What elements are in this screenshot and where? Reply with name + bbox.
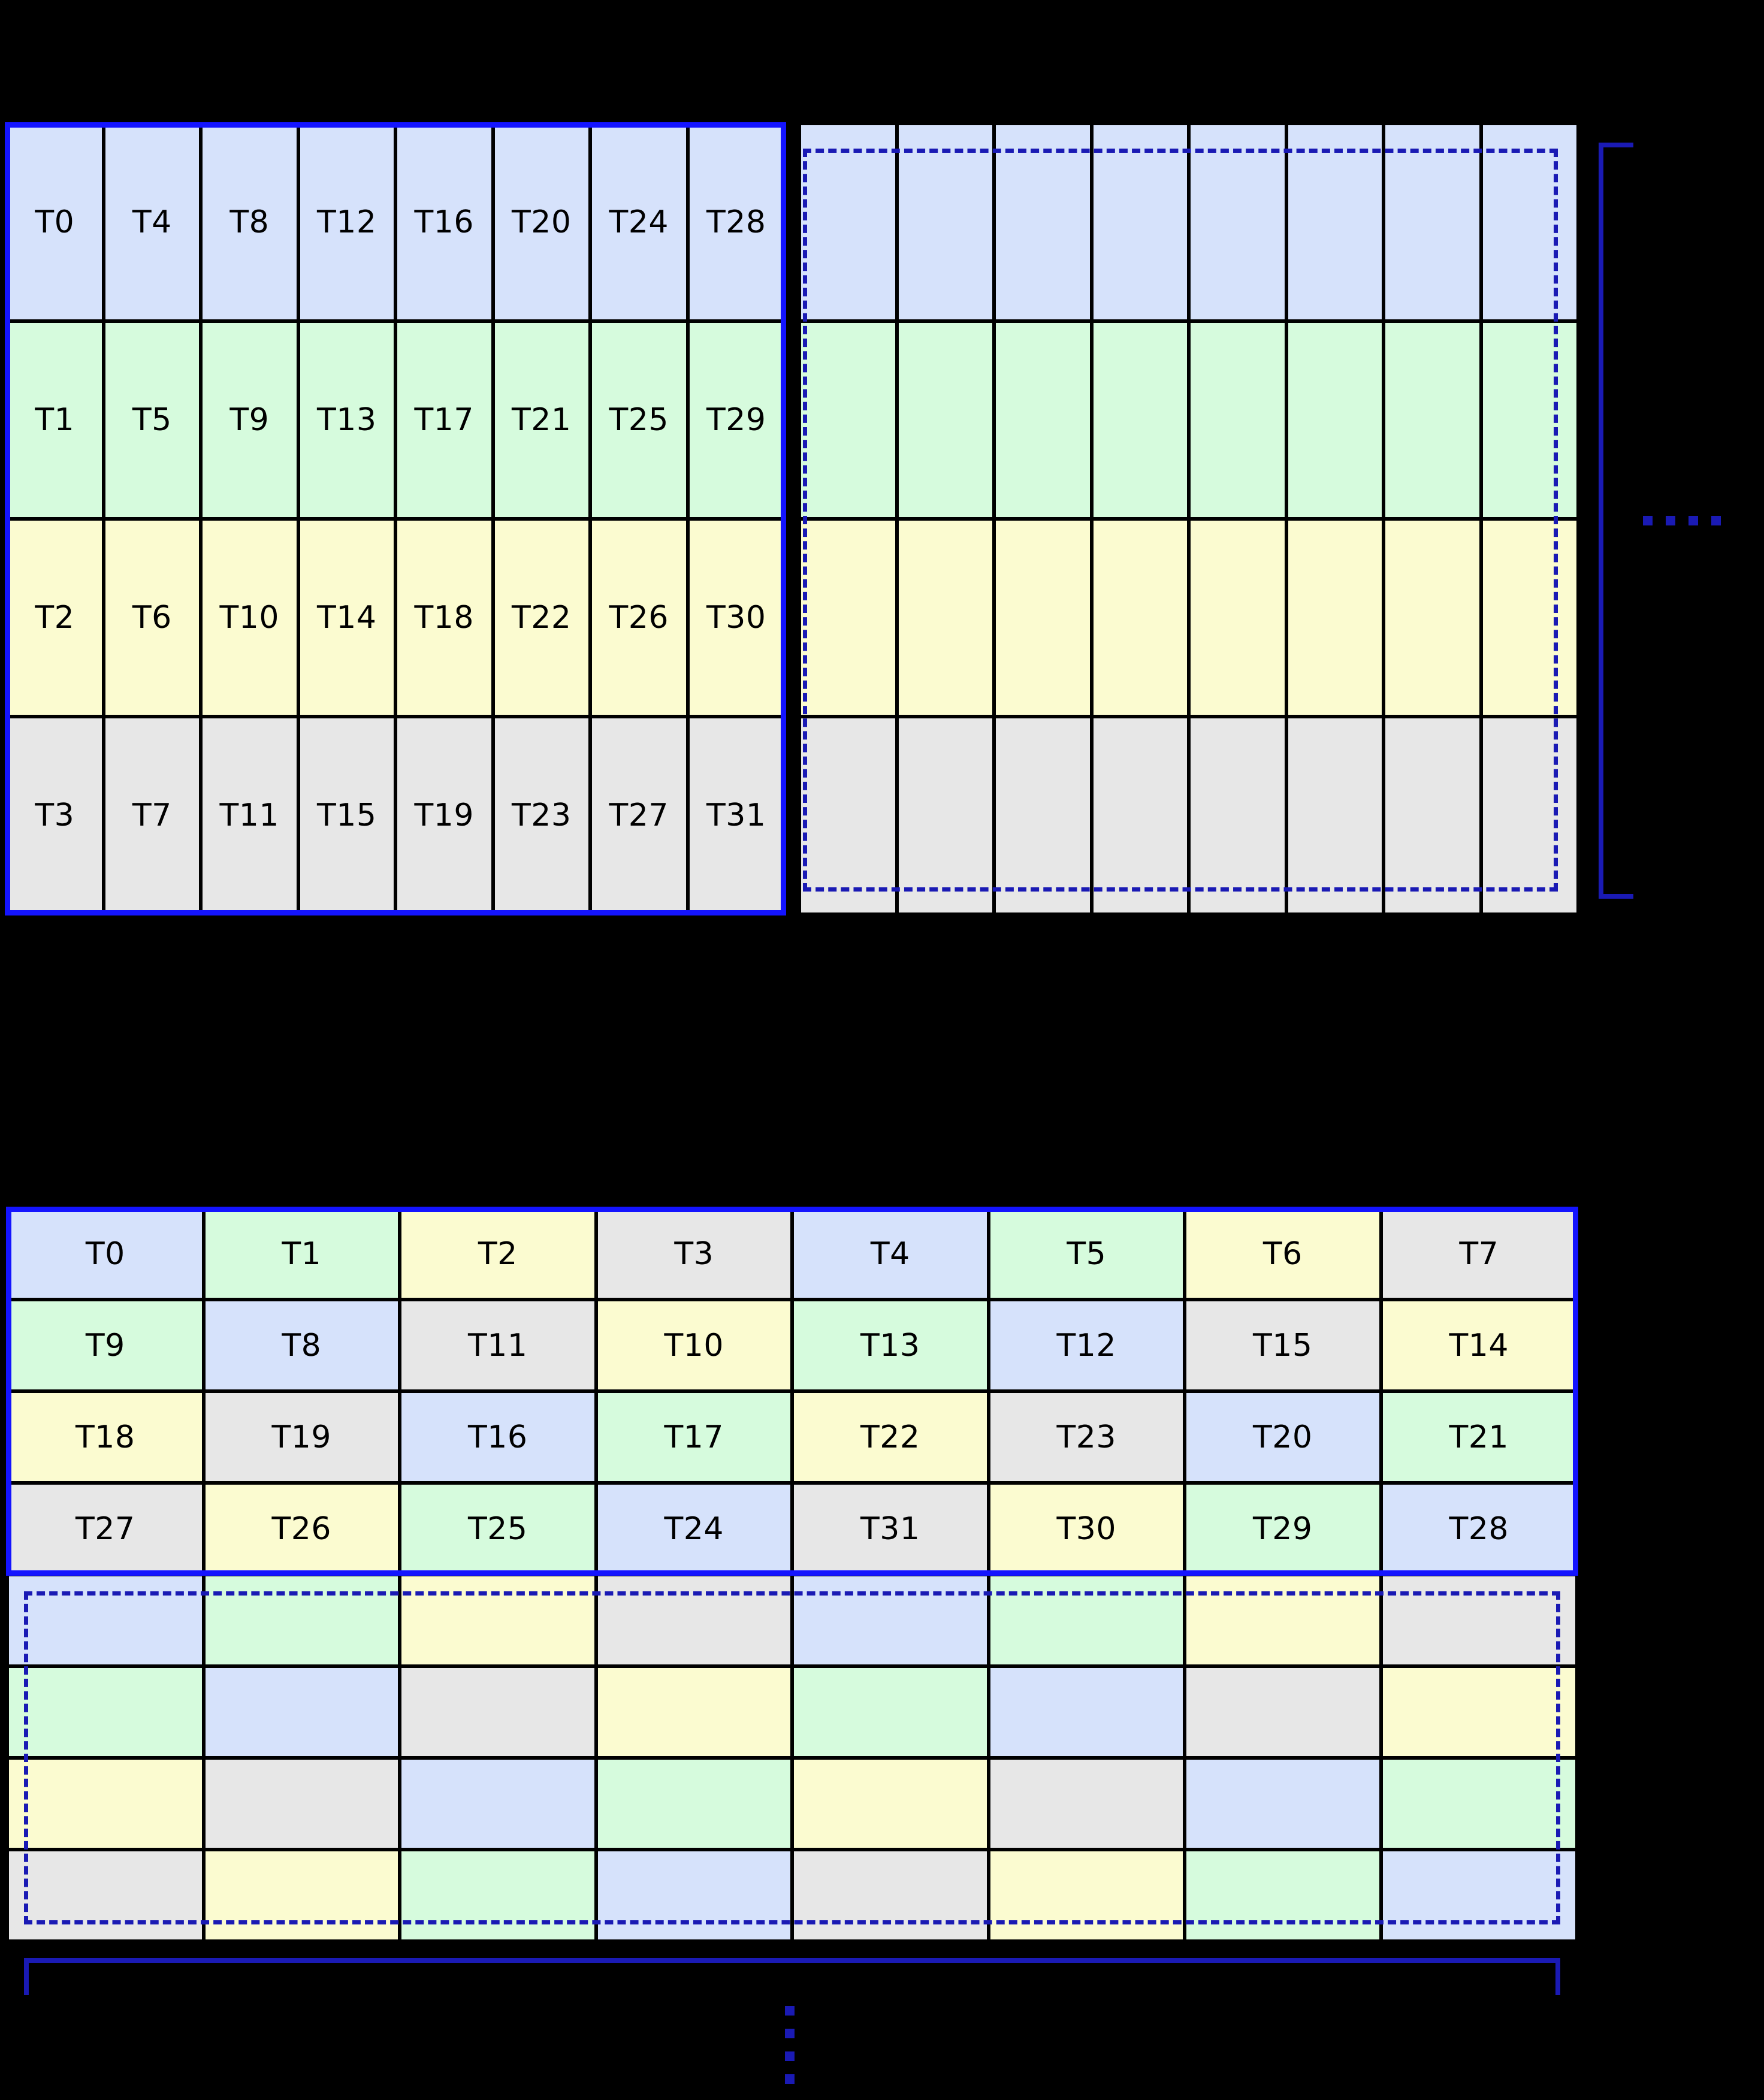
thread-cell bbox=[204, 1666, 400, 1758]
top-unlabeled-thread-grid bbox=[799, 123, 1578, 914]
thread-cell bbox=[400, 1850, 596, 1941]
thread-cell bbox=[1092, 519, 1189, 717]
thread-cell bbox=[897, 321, 995, 519]
thread-cell bbox=[994, 717, 1092, 914]
thread-cell bbox=[799, 717, 897, 914]
thread-cell: T20 bbox=[493, 123, 591, 321]
thread-cell bbox=[1381, 1850, 1578, 1941]
thread-cell: T4 bbox=[792, 1208, 989, 1300]
thread-cell: T24 bbox=[590, 123, 688, 321]
thread-cell bbox=[400, 1575, 596, 1666]
thread-cell bbox=[1384, 123, 1481, 321]
thread-cell: T27 bbox=[7, 1483, 204, 1575]
thread-cell: T11 bbox=[201, 717, 298, 914]
thread-cell bbox=[1092, 123, 1189, 321]
thread-cell: T28 bbox=[688, 123, 786, 321]
thread-cell: T21 bbox=[493, 321, 591, 519]
thread-cell bbox=[1286, 321, 1384, 519]
top-labeled-thread-grid bbox=[6, 123, 785, 914]
thread-cell: T26 bbox=[204, 1483, 400, 1575]
thread-cell bbox=[1189, 321, 1286, 519]
thread-cell: T24 bbox=[596, 1483, 793, 1575]
thread-cell: T27 bbox=[590, 717, 688, 914]
thread-cell bbox=[596, 1666, 793, 1758]
thread-cell bbox=[1286, 717, 1384, 914]
thread-cell bbox=[1185, 1666, 1381, 1758]
thread-cell bbox=[989, 1758, 1185, 1850]
thread-cell: T16 bbox=[400, 1391, 596, 1483]
thread-cell: T21 bbox=[1381, 1391, 1578, 1483]
thread-cell: T17 bbox=[395, 321, 493, 519]
thread-cell: T10 bbox=[596, 1300, 793, 1391]
thread-cell bbox=[400, 1666, 596, 1758]
thread-cell bbox=[897, 717, 995, 914]
thread-cell: T26 bbox=[590, 519, 688, 717]
thread-cell: T5 bbox=[104, 321, 201, 519]
thread-cell: T29 bbox=[688, 321, 786, 519]
bottom-unlabeled-thread-grid bbox=[7, 1575, 1577, 1941]
thread-cell bbox=[792, 1758, 989, 1850]
thread-cell bbox=[1286, 519, 1384, 717]
thread-cell bbox=[1189, 717, 1286, 914]
thread-cell: T8 bbox=[204, 1300, 400, 1391]
thread-cell: T13 bbox=[298, 321, 396, 519]
thread-cell: T30 bbox=[688, 519, 786, 717]
thread-cell bbox=[1185, 1758, 1381, 1850]
thread-cell bbox=[1185, 1850, 1381, 1941]
thread-cell: T31 bbox=[792, 1483, 989, 1575]
thread-cell: T3 bbox=[6, 717, 104, 914]
thread-cell: T5 bbox=[989, 1208, 1185, 1300]
thread-cell bbox=[994, 519, 1092, 717]
thread-cell bbox=[994, 321, 1092, 519]
bottom-labeled-thread-grid bbox=[7, 1208, 1577, 1575]
thread-cell bbox=[1481, 717, 1579, 914]
thread-cell: T2 bbox=[400, 1208, 596, 1300]
thread-cell: T7 bbox=[1381, 1208, 1578, 1300]
thread-cell: T12 bbox=[989, 1300, 1185, 1391]
thread-cell bbox=[1092, 321, 1189, 519]
thread-cell: T10 bbox=[201, 519, 298, 717]
thread-cell bbox=[1481, 519, 1579, 717]
thread-cell: T2 bbox=[6, 519, 104, 717]
thread-cell: T7 bbox=[104, 717, 201, 914]
thread-cell bbox=[1384, 717, 1481, 914]
thread-cell: T1 bbox=[6, 321, 104, 519]
thread-cell: T14 bbox=[1381, 1300, 1578, 1391]
thread-cell bbox=[1381, 1575, 1578, 1666]
thread-cell bbox=[799, 321, 897, 519]
thread-cell bbox=[204, 1758, 400, 1850]
thread-cell: T8 bbox=[201, 123, 298, 321]
thread-cell: T31 bbox=[688, 717, 786, 914]
thread-cell: T9 bbox=[7, 1300, 204, 1391]
thread-cell: T18 bbox=[7, 1391, 204, 1483]
thread-cell: T6 bbox=[104, 519, 201, 717]
thread-cell bbox=[596, 1758, 793, 1850]
thread-cell bbox=[7, 1850, 204, 1941]
thread-cell bbox=[1286, 123, 1384, 321]
thread-cell bbox=[7, 1666, 204, 1758]
thread-cell: T9 bbox=[201, 321, 298, 519]
thread-cell: T15 bbox=[298, 717, 396, 914]
thread-cell bbox=[596, 1575, 793, 1666]
thread-cell bbox=[989, 1666, 1185, 1758]
thread-cell: T23 bbox=[493, 717, 591, 914]
thread-cell: T18 bbox=[395, 519, 493, 717]
thread-cell: T0 bbox=[7, 1208, 204, 1300]
thread-cell bbox=[792, 1850, 989, 1941]
thread-cell bbox=[792, 1575, 989, 1666]
thread-cell bbox=[1481, 321, 1579, 519]
thread-cell bbox=[1384, 321, 1481, 519]
thread-cell: T1 bbox=[204, 1208, 400, 1300]
thread-cell: T19 bbox=[204, 1391, 400, 1483]
thread-cell bbox=[989, 1575, 1185, 1666]
thread-cell bbox=[1189, 123, 1286, 321]
thread-cell bbox=[7, 1758, 204, 1850]
thread-cell bbox=[596, 1850, 793, 1941]
thread-cell bbox=[897, 123, 995, 321]
thread-cell bbox=[799, 123, 897, 321]
thread-cell: T0 bbox=[6, 123, 104, 321]
thread-cell bbox=[1092, 717, 1189, 914]
thread-cell bbox=[1481, 123, 1579, 321]
thread-cell bbox=[7, 1575, 204, 1666]
thread-cell bbox=[1381, 1666, 1578, 1758]
thread-cell: T25 bbox=[400, 1483, 596, 1575]
thread-cell: T6 bbox=[1185, 1208, 1381, 1300]
top-continuation-bracket bbox=[1599, 143, 1633, 899]
thread-cell bbox=[204, 1850, 400, 1941]
thread-cell: T11 bbox=[400, 1300, 596, 1391]
thread-cell bbox=[989, 1850, 1185, 1941]
thread-cell: T29 bbox=[1185, 1483, 1381, 1575]
thread-cell: T16 bbox=[395, 123, 493, 321]
thread-cell: T22 bbox=[792, 1391, 989, 1483]
thread-cell bbox=[994, 123, 1092, 321]
thread-cell bbox=[1189, 519, 1286, 717]
thread-cell bbox=[897, 519, 995, 717]
thread-cell: T13 bbox=[792, 1300, 989, 1391]
thread-cell bbox=[1185, 1575, 1381, 1666]
thread-cell: T3 bbox=[596, 1208, 793, 1300]
thread-cell: T25 bbox=[590, 321, 688, 519]
thread-cell bbox=[400, 1758, 596, 1850]
thread-cell bbox=[799, 519, 897, 717]
thread-cell: T4 bbox=[104, 123, 201, 321]
bottom-continuation-dots bbox=[785, 2006, 795, 2084]
bottom-continuation-bracket bbox=[24, 1958, 1560, 1995]
thread-cell bbox=[792, 1666, 989, 1758]
top-continuation-dots bbox=[1643, 516, 1721, 525]
thread-cell: T28 bbox=[1381, 1483, 1578, 1575]
thread-cell: T14 bbox=[298, 519, 396, 717]
thread-cell: T22 bbox=[493, 519, 591, 717]
thread-cell: T19 bbox=[395, 717, 493, 914]
thread-cell bbox=[1384, 519, 1481, 717]
thread-cell: T17 bbox=[596, 1391, 793, 1483]
thread-cell: T15 bbox=[1185, 1300, 1381, 1391]
thread-cell bbox=[204, 1575, 400, 1666]
thread-cell bbox=[1381, 1758, 1578, 1850]
thread-cell: T30 bbox=[989, 1483, 1185, 1575]
thread-cell: T12 bbox=[298, 123, 396, 321]
thread-cell: T20 bbox=[1185, 1391, 1381, 1483]
thread-cell: T23 bbox=[989, 1391, 1185, 1483]
